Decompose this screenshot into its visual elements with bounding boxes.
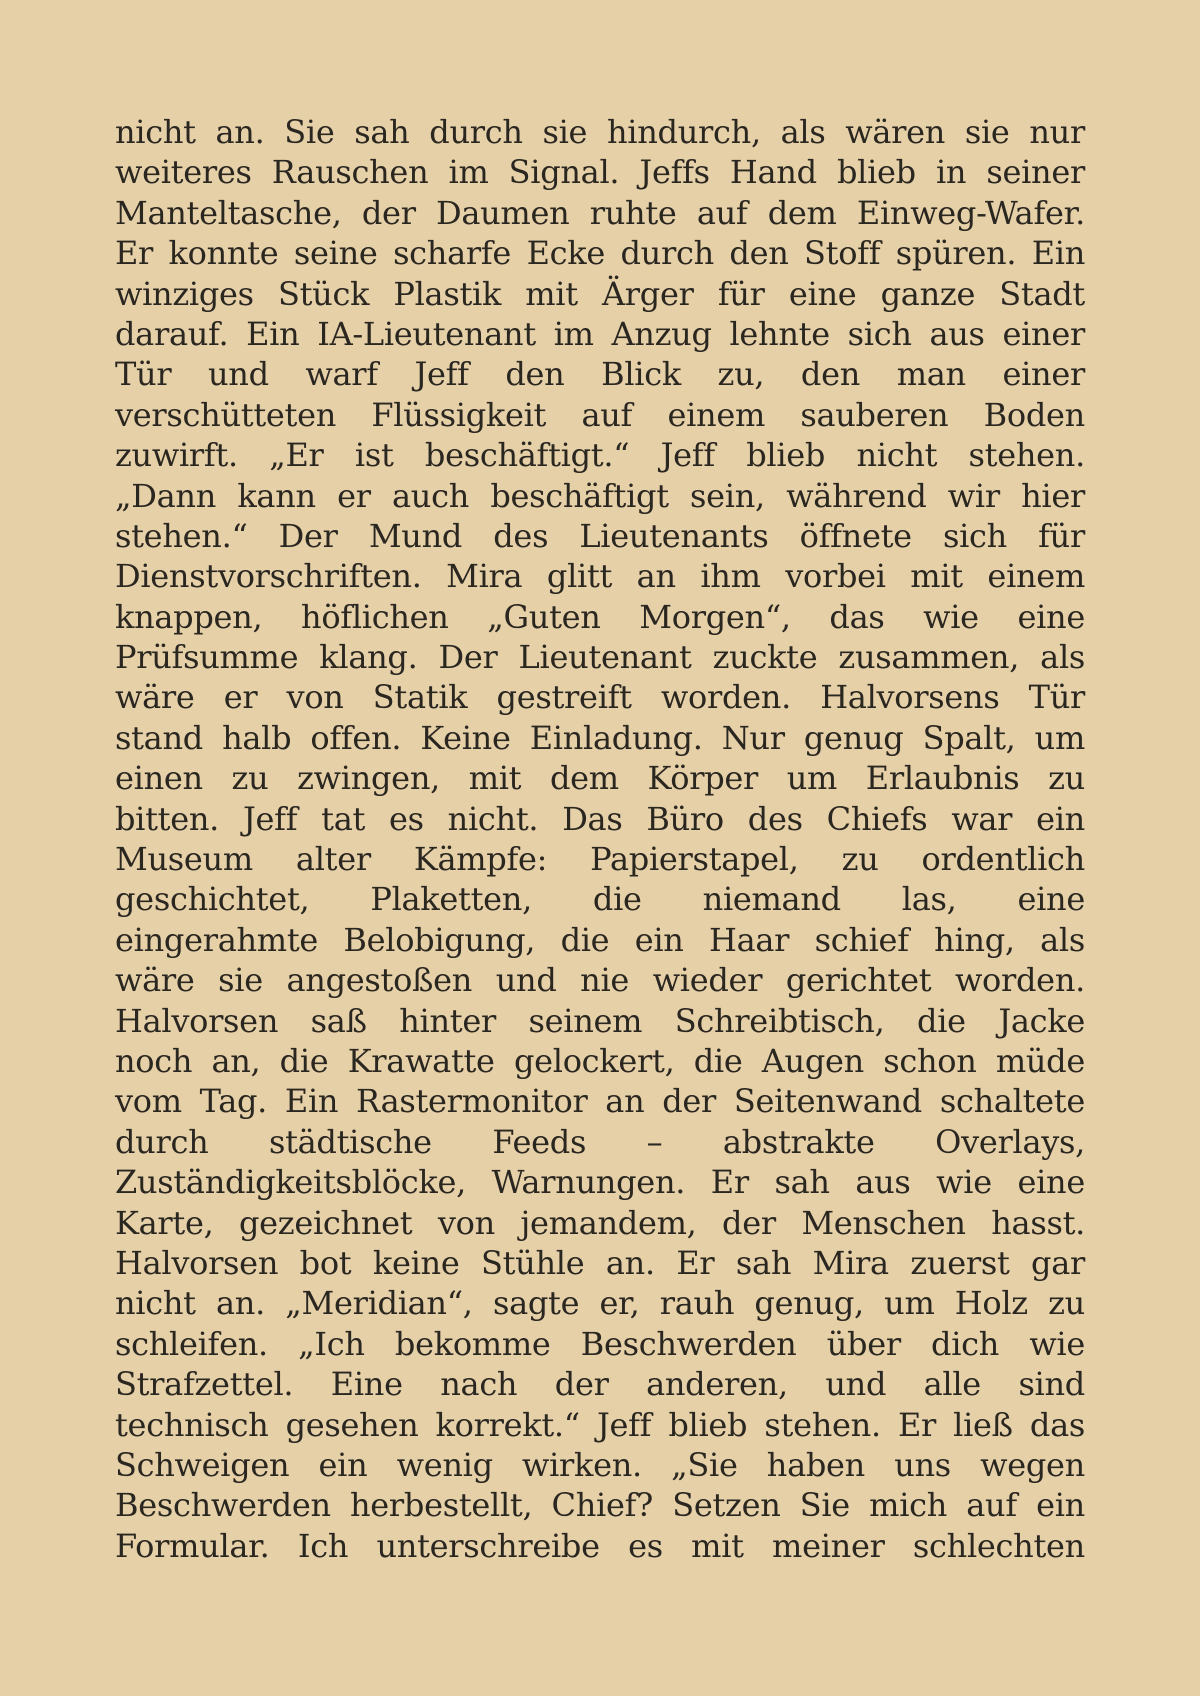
text-line: knappen, höflichen „Guten Morgen“, das wie eine [115, 597, 1085, 636]
text-line: zuwirft. „Er ist beschäftigt.“ Jeff blieb nicht stehen. [115, 436, 1085, 475]
text-line: „Dann kann er auch beschäftigt sein, während wir hier [115, 476, 1085, 515]
text-line: Er konnte seine scharfe Ecke durch den Stoff spüren. Ein [115, 234, 1085, 273]
text-line: vom Tag. Ein Rastermonitor an der Seitenwand schaltete [115, 1082, 1085, 1121]
text-line: Manteltasche, der Daumen ruhte auf dem Einweg-Wafer. [115, 193, 1085, 232]
text-line: nicht an. „Meridian“, sagte er, rauh genug, um Holz zu [115, 1284, 1085, 1323]
text-line: nicht an. Sie sah durch sie hindurch, als wären sie nur [115, 113, 1085, 151]
text-line: schleifen. „Ich bekomme Beschwerden über dich wie [115, 1324, 1085, 1363]
text-line: Zuständigkeitsblöcke, Warnungen. Er sah aus wie eine [115, 1163, 1085, 1202]
text-line: Dienstvorschriften. Mira glitt an ihm vorbei mit einem [115, 557, 1085, 596]
text-line: stehen.“ Der Mund des Lieutenants öffnete sich für [115, 516, 1085, 555]
text-line: durch städtische Feeds – abstrakte Overlays, [115, 1122, 1085, 1161]
body-text [115, 112, 1085, 1566]
text-line: Museum alter Kämpfe: Papierstapel, zu ordentlich [115, 840, 1085, 879]
text-line: eingerahmte Belobigung, die ein Haar schief hing, als [115, 920, 1085, 959]
text-line: Prüfsumme klang. Der Lieutenant zuckte zusammen, als [115, 638, 1085, 677]
text-line: weiteres Rauschen im Signal. Jeffs Hand blieb in seiner [115, 153, 1085, 192]
text-line: technisch gesehen korrekt.“ Jeff blieb stehen. Er ließ das [115, 1405, 1085, 1444]
text-line: winziges Stück Plastik mit Ärger für eine ganze Stadt [115, 274, 1085, 313]
text-line: wäre sie angestoßen und nie wieder gerichtet worden. [115, 961, 1085, 1000]
text-line: Strafzettel. Eine nach der anderen, und alle sind [115, 1365, 1085, 1404]
text-line: einen zu zwingen, mit dem Körper um Erlaubnis zu [115, 759, 1085, 798]
text-line: bitten. Jeff tat es nicht. Das Büro des Chiefs war ein [115, 799, 1085, 838]
text-line: darauf. Ein IA-Lieutenant im Anzug lehnte sich aus einer [115, 314, 1085, 353]
text-line: verschütteten Flüssigkeit auf einem sauberen Boden [115, 395, 1085, 434]
text-line: Formular. Ich unterschreibe es mit meiner schlechten [115, 1526, 1085, 1565]
text-line: Schweigen ein wenig wirken. „Sie haben uns wegen [115, 1445, 1085, 1484]
text-line: geschichtet, Plaketten, die niemand las, eine [115, 880, 1085, 919]
text-line: wäre er von Statik gestreift worden. Halvorsens Tür [115, 678, 1085, 717]
text-line: Tür und warf Jeff den Blick zu, den man einer [115, 355, 1085, 394]
book-page [115, 112, 1085, 1572]
text-line: stand halb offen. Keine Einladung. Nur genug Spalt, um [115, 718, 1085, 757]
text-line: Beschwerden herbestellt, Chief? Setzen Sie mich auf ein [115, 1486, 1085, 1525]
text-line: Halvorsen bot keine Stühle an. Er sah Mira zuerst gar [115, 1243, 1085, 1282]
text-line: Halvorsen saß hinter seinem Schreibtisch, die Jacke [115, 1001, 1085, 1040]
text-line: noch an, die Krawatte gelockert, die Augen schon müde [115, 1041, 1085, 1080]
text-line: Karte, gezeichnet von jemandem, der Menschen hasst. [115, 1203, 1085, 1242]
